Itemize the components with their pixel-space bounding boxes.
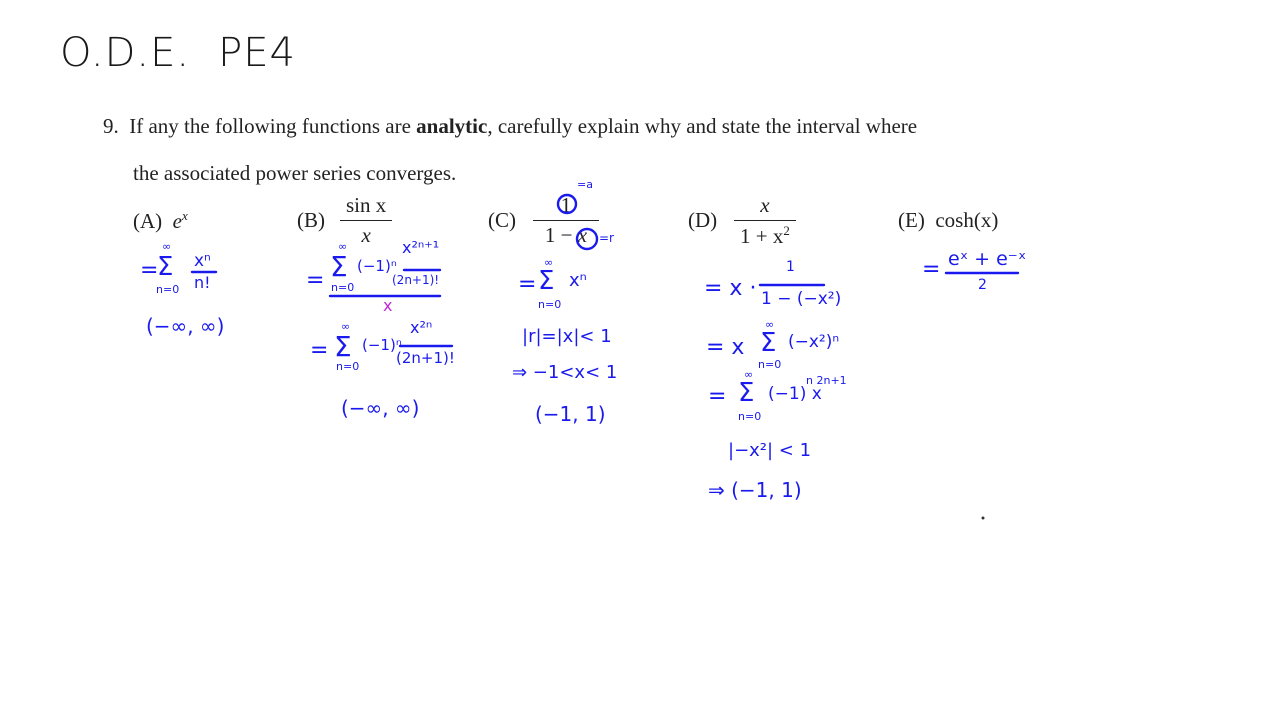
ink-c-sum-bottom: n=0 — [538, 298, 562, 311]
ink-a-sigma: Σ — [157, 252, 174, 282]
ink-e-num: eˣ + e⁻ˣ — [948, 248, 1027, 270]
ink-d-sum-top-1: ∞ — [765, 318, 775, 331]
ink-e-equals: = — [922, 257, 941, 282]
ink-stray-dot — [982, 517, 985, 520]
ink-d-equals-1: = x · — [704, 276, 757, 301]
ink-b-sum-bottom-2: n=0 — [336, 360, 360, 373]
part-a-exp: x — [181, 208, 188, 223]
ink-a-frac-num: xⁿ — [194, 251, 211, 271]
part-d-den-text: 1 + x — [740, 224, 784, 248]
problem-bold-word: analytic — [416, 114, 488, 138]
ink-d-step3: (−1) x — [768, 384, 822, 404]
course-name: O.D.E. — [60, 30, 191, 76]
part-e-expr: cosh(x) — [935, 208, 999, 232]
part-b-label: (B) — [297, 208, 325, 232]
problem-number: 9. — [103, 114, 119, 138]
ink-c-implies: ⇒ −1<x< 1 — [512, 362, 618, 383]
ink-b-term-1: (−1)ⁿ — [357, 257, 397, 275]
ink-d-interval: ⇒ (−1, 1) — [708, 478, 802, 502]
part-b-numerator: sin x — [346, 193, 387, 217]
ink-d-sum-bottom-1: n=0 — [758, 358, 782, 371]
ink-b-sum-bottom-1: n=0 — [331, 281, 355, 294]
ink-d-sum-bottom-2: n=0 — [738, 410, 762, 423]
problem-set-name: PE4 — [218, 30, 296, 76]
ink-c-interval: (−1, 1) — [535, 402, 606, 426]
ink-a-sum-top: ∞ — [162, 240, 172, 253]
ink-b-num-2: x²ⁿ — [410, 318, 433, 337]
ink-e-den: 2 — [978, 277, 987, 293]
ink-c-note-x: =r — [599, 231, 614, 245]
ink-c-circle-x — [577, 229, 597, 249]
part-d-num-var: x — [760, 193, 770, 217]
part-b-den-var: x — [361, 223, 371, 247]
ink-c-sigma: Σ — [538, 266, 555, 296]
ink-b-equals-1: = — [306, 268, 325, 293]
ink-a-interval: (−∞, ∞) — [146, 314, 225, 338]
ink-d-step2: (−x²)ⁿ — [788, 332, 840, 352]
part-c-den-var: x — [577, 223, 588, 247]
ink-d-step1-num: 1 — [786, 259, 795, 275]
ink-b-sigma-2: Σ — [334, 330, 352, 363]
ink-c-note-one: =a — [577, 178, 593, 191]
ink-d-equals-3: = — [708, 384, 727, 409]
ink-c-condition: |r|=|x|< 1 — [522, 326, 612, 347]
part-c-den-prefix: 1 − — [544, 223, 573, 247]
ink-a-frac-den: n! — [194, 273, 211, 292]
part-d-label: (D) — [688, 208, 718, 232]
ink-b-sigma-1: Σ — [330, 250, 348, 283]
ink-b-sum-top-1: ∞ — [338, 240, 348, 253]
part-d-den-exp: 2 — [783, 223, 790, 238]
problem-line-2: the associated power series converges. — [133, 161, 457, 185]
ink-a-equals: = — [140, 258, 159, 283]
ink-b-term-2: (−1)ⁿ — [362, 336, 402, 354]
ink-b-den-2: (2n+1)! — [396, 349, 455, 367]
ink-b-sum-top-2: ∞ — [341, 320, 351, 333]
ink-d-sigma-1: Σ — [760, 328, 777, 358]
ink-a-sum-bottom: n=0 — [156, 283, 180, 296]
ink-d-equals-2: = x — [706, 335, 745, 360]
ink-d-sigma-2: Σ — [738, 378, 755, 408]
ink-d-condition: |−x²| < 1 — [728, 440, 812, 461]
part-a-base: e — [172, 209, 182, 233]
ink-d-step3-exp: n 2n+1 — [806, 374, 847, 387]
part-e-letter: (E) — [898, 208, 925, 232]
ink-b-divisor: x — [383, 296, 393, 315]
ink-b-equals-2: = — [310, 338, 329, 363]
part-a-letter: (A) — [133, 209, 163, 233]
part-c-label: (C) — [488, 208, 516, 232]
ink-c-term: xⁿ — [569, 270, 587, 291]
problem-text-b: , carefully explain why and state the interval where — [487, 114, 918, 138]
ink-c-sum-top: ∞ — [544, 256, 554, 269]
ink-c-circle-one — [558, 195, 576, 213]
part-c-numerator: 1 — [560, 193, 572, 217]
problem-text-a: If any the following functions are — [129, 114, 417, 138]
ink-c-equals: = — [518, 272, 537, 297]
ink-d-step1-den: 1 − (−x²) — [761, 289, 842, 309]
ink-d-sum-top-2: ∞ — [744, 368, 754, 381]
ink-b-interval: (−∞, ∞) — [341, 396, 420, 420]
ink-b-num-1: x²ⁿ⁺¹ — [402, 238, 440, 257]
ink-b-den-1: (2n+1)! — [392, 273, 440, 287]
